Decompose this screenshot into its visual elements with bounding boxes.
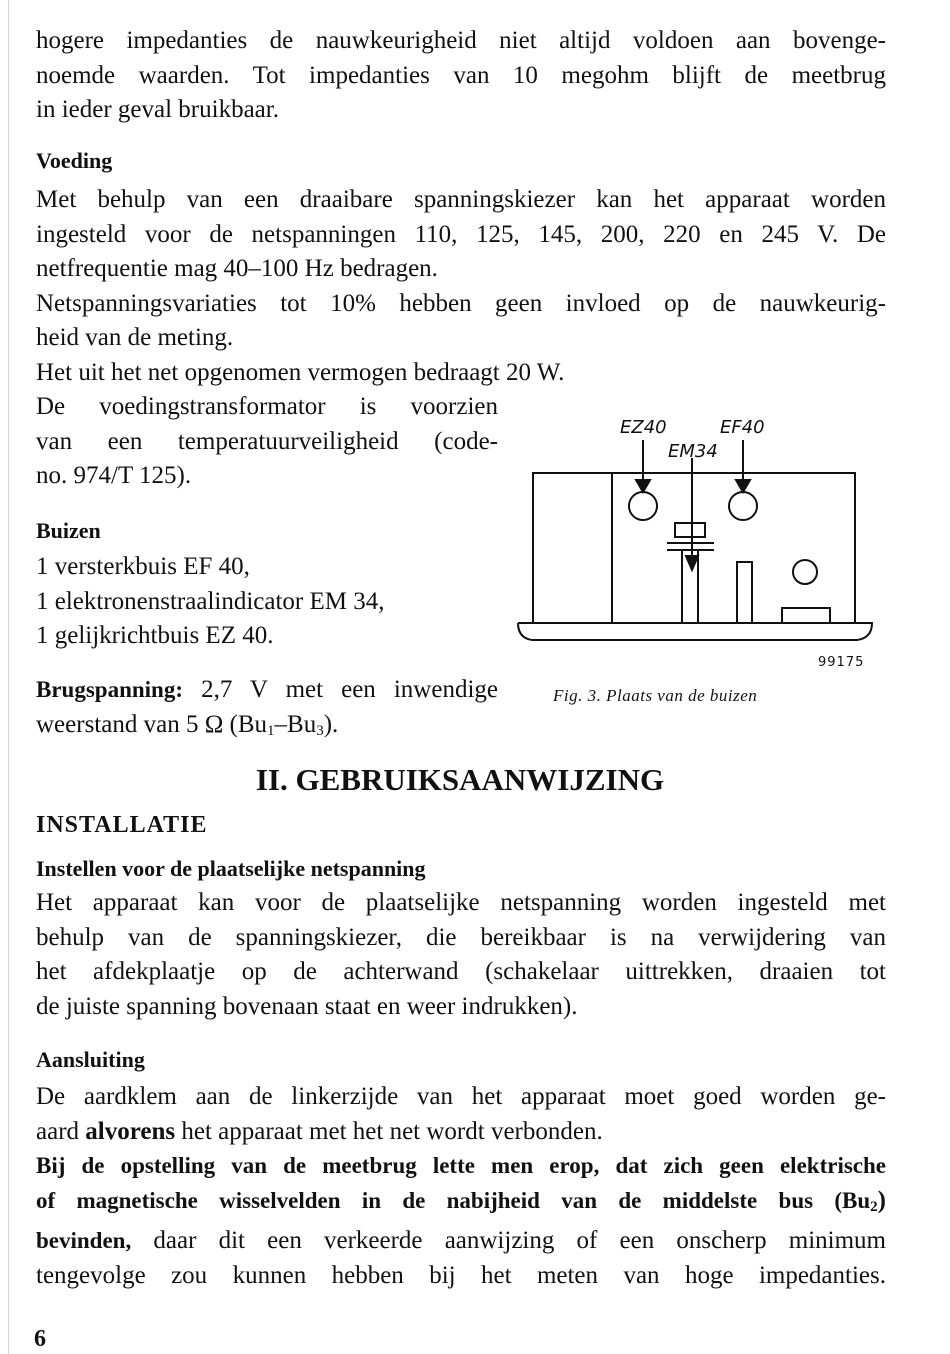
text-line: het afdekplaatje op de achterwand (schakelaar uittrekken, draaien tot (36, 958, 886, 985)
text-line: behulp van de spanningskiezer, die bereikbaar is na verwijdering van (36, 923, 886, 951)
tube-placement-figure (512, 410, 882, 675)
buizen-list (36, 550, 498, 654)
text-line (36, 708, 498, 749)
brugspanning-paragraph (36, 673, 498, 748)
page-number: 6 (34, 1326, 46, 1352)
bold-fragment: of magnetische wisselvelden in de nabijheid van de middelste bus (Bu (36, 1187, 871, 1213)
warning-line (36, 1184, 886, 1225)
instellen-paragraph (36, 886, 886, 1024)
section-subtitle: INSTALLATIE (36, 812, 208, 838)
text-line (36, 1115, 886, 1150)
label-ez40: EZ40 (620, 417, 667, 438)
bold-fragment: ) (877, 1186, 886, 1214)
figure-caption: Fig. 3. Plaats van de buizen (553, 686, 758, 705)
component-knob (793, 560, 817, 584)
text-line: van een temperatuurveiligheid (code- (36, 427, 498, 455)
text-line: in ieder geval bruikbaar. (36, 96, 279, 123)
text-fragment: aard (36, 1117, 80, 1145)
page-edge-line (8, 0, 9, 1354)
heading-instellen: Instellen voor de plaatselijke netspanning (36, 856, 426, 881)
figure-number: 99175 (818, 655, 865, 670)
text-fragment: het apparaat met het net wordt verbonden. (181, 1117, 603, 1145)
label-em34: EM34 (668, 441, 718, 462)
text-line: Met behulp van een draaibare spanningskiezer kan het apparaat worden (36, 186, 886, 213)
text-line: Het uit het net opgenomen vermogen bedraagt 20 W. (36, 358, 565, 386)
text-fragment: ). (323, 710, 339, 738)
text-line: tengevolge zou kunnen hebben bij het meten van hoge impedanties. (36, 1261, 886, 1289)
voeding-paragraph (36, 183, 886, 390)
list-item: 1 elektronenstraalindicator EM 34, (36, 587, 385, 615)
chassis-outline (533, 473, 855, 623)
text-line: noemde waarden. Tot impedanties van 10 megohm blijft de meetbrug (36, 61, 886, 89)
aansluiting-paragraph (36, 1080, 886, 1293)
subscript: 2 (870, 1198, 878, 1215)
text-fragment: weerstand van 5 Ω (Bu (36, 710, 268, 738)
chassis-base (518, 623, 872, 640)
text-line: Netspanningsvariaties tot 10% hebben geen invloed op de nauwkeurig- (36, 289, 886, 317)
heading-aansluiting: Aansluiting (36, 1047, 145, 1072)
component-small-box (782, 608, 830, 623)
tube-layout-diagram (512, 410, 882, 675)
list-item: 1 gelijkrichtbuis EZ 40. (36, 622, 274, 649)
text-fragment: 2,7 V met een inwendige (201, 676, 498, 703)
text-line: Het apparaat kan voor de plaatselijke netspanning worden ingesteld met (36, 889, 886, 916)
subscript: 1 (267, 722, 275, 739)
transformer-paragraph (36, 390, 498, 494)
intro-paragraph (36, 24, 886, 128)
text-line: netfrequentie mag 40–100 Hz bedragen. (36, 255, 438, 282)
bold-fragment: alvorens (85, 1117, 176, 1145)
arrow-ez40 (636, 480, 650, 492)
text-line (36, 1224, 886, 1259)
text-line: De aardklem aan de linkerzijde van het apparaat moet goed worden ge- (36, 1083, 886, 1110)
warning-line: Bij de opstelling van de meetbrug lette men erop, dat zich geen elektrische (36, 1153, 886, 1178)
indicator-em34 (675, 523, 705, 537)
bold-fragment: bevinden, (36, 1228, 132, 1253)
text-line: heid van de meting. (36, 324, 234, 351)
tube-ez40 (629, 492, 657, 520)
text-fragment: daar dit een verkeerde aanwijzing of een onscherp minimum (153, 1227, 887, 1254)
text-line: ingesteld voor de netspanningen 110, 125, 145, 200, 220 en 245 V. De (36, 220, 886, 248)
tube-ef40 (729, 492, 757, 520)
brugspanning-label: Brugspanning: (36, 677, 184, 702)
heading-buizen: Buizen (36, 518, 101, 543)
subscript: 3 (316, 722, 324, 739)
text-line: De voedingstransformator is voorzien (36, 393, 498, 420)
list-item: 1 versterkbuis EF 40, (36, 553, 250, 580)
text-line: hogere impedanties de nauwkeurigheid niet altijd voldoen aan bovenge- (36, 27, 886, 54)
component-block (737, 562, 752, 623)
text-line: no. 974/T 125). (36, 462, 192, 489)
section-title: II. GEBRUIKSAANWIJZING (255, 762, 665, 797)
text-line: de juiste spanning bovenaan staat en weer indrukken). (36, 992, 578, 1020)
arrow-em34 (686, 556, 698, 570)
text-fragment: –Bu (274, 710, 317, 738)
label-ef40: EF40 (720, 417, 765, 438)
heading-voeding: Voeding (36, 148, 113, 173)
arrow-ef40 (736, 480, 750, 492)
text-line (36, 673, 498, 708)
